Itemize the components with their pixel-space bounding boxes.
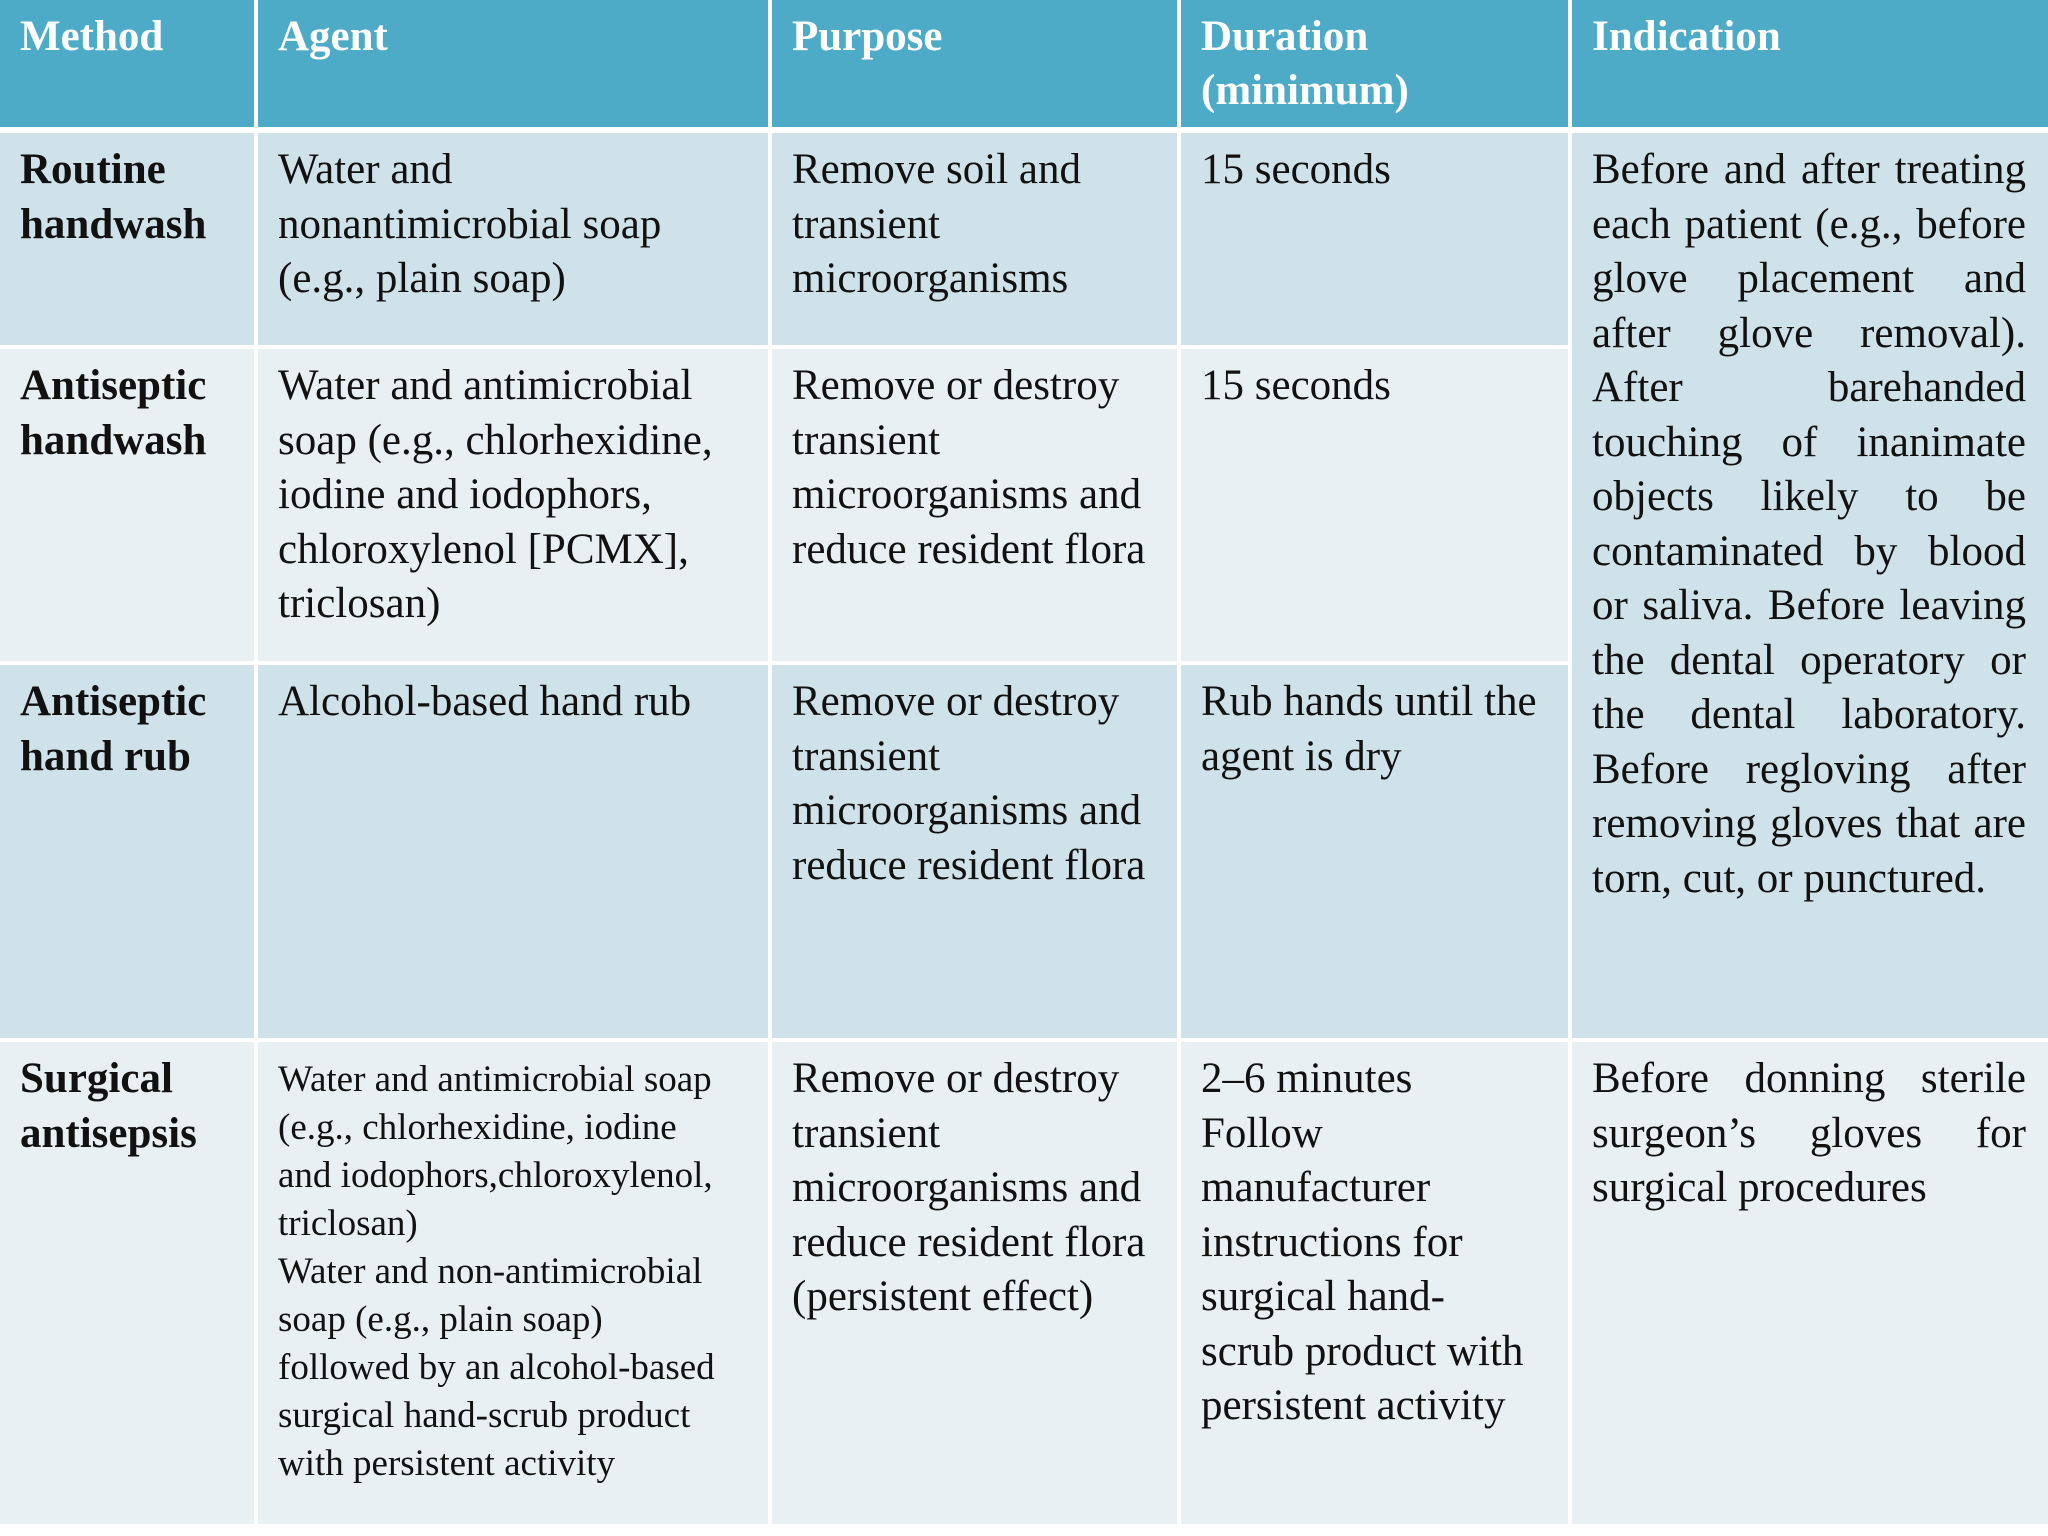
row2-agent: Water and antimicrobial soap (e.g., chlorhexidine, iodine and iodophors, chloroxylenol [PCMX], triclosan) xyxy=(258,349,768,661)
row3-method: Antiseptic hand rub xyxy=(0,665,254,1038)
row1-duration: 15 seconds xyxy=(1181,133,1568,345)
row4-agent-line: followed by an alcohol-based xyxy=(278,1347,715,1388)
row4-agent-line: soap (e.g., plain soap) xyxy=(278,1299,603,1340)
row4-agent-line: with persistent activity xyxy=(278,1443,616,1484)
row2-method: Antiseptic handwash xyxy=(0,349,254,661)
row4-duration-line: surgical hand- xyxy=(1201,1273,1445,1320)
row4-duration xyxy=(1181,1042,1568,1524)
header-method: Method xyxy=(0,0,254,127)
row1-agent: Water and nonantimicrobial soap (e.g., plain soap) xyxy=(258,133,768,345)
row4-duration-line: instructions for xyxy=(1201,1218,1463,1266)
header-agent: Agent xyxy=(258,0,768,127)
row4-agent-line: Water and non-antimicrobial xyxy=(278,1251,703,1292)
row3-agent: Alcohol-based hand rub xyxy=(258,665,768,1038)
row1-method: Routine handwash xyxy=(0,133,254,345)
row4-agent-line: (e.g., chlorhexidine, iodine xyxy=(278,1107,677,1148)
row4-duration-line: Follow xyxy=(1201,1109,1323,1157)
row4-agent-line: triclosan) xyxy=(278,1203,418,1244)
row4-agent-line: and iodophors,chloroxylenol, xyxy=(278,1155,713,1196)
row4-purpose: Remove or destroy transient microorganisms and reduce resident flora (persistent effect) xyxy=(772,1042,1177,1524)
row4-indication: Before donning sterile surgeon’s gloves for surgical procedures xyxy=(1572,1042,2048,1524)
row3-duration: Rub hands until the agent is dry xyxy=(1181,665,1568,1038)
header-duration: Duration (minimum) xyxy=(1181,0,1568,127)
row4-duration-line: persistent activity xyxy=(1201,1382,1506,1429)
row4-duration-line: manufacturer xyxy=(1201,1164,1431,1211)
row2-purpose: Remove or destroy transient microorganisms and reduce resident flora xyxy=(772,349,1177,661)
header-indication: Indication xyxy=(1572,0,2048,127)
row4-method: Surgical antisepsis xyxy=(0,1042,254,1524)
row3-purpose: Remove or destroy transient microorganisms and reduce resident flora xyxy=(772,665,1177,1038)
row1-purpose: Remove soil and transient microorganisms xyxy=(772,133,1177,345)
row4-agent-line: surgical hand-scrub product xyxy=(278,1395,691,1436)
row4-duration-line: scrub product with xyxy=(1201,1327,1524,1375)
shared-indication: Before and after treating each patient (e.g., before glove placement and after glove removal). After barehanded touching of inanimate objects likely to be contaminated by blood or saliva. Before leaving the dental operatory or the dental laboratory. Before regloving after removing gloves that are torn, cut, or punctured. xyxy=(1572,133,2048,1038)
row2-duration: 15 seconds xyxy=(1181,349,1568,661)
header-purpose: Purpose xyxy=(772,0,1177,127)
row4-agent-line: Water and antimicrobial soap xyxy=(278,1059,712,1100)
row4-agent xyxy=(258,1042,768,1524)
row4-duration-line: 2–6 minutes xyxy=(1201,1055,1413,1102)
